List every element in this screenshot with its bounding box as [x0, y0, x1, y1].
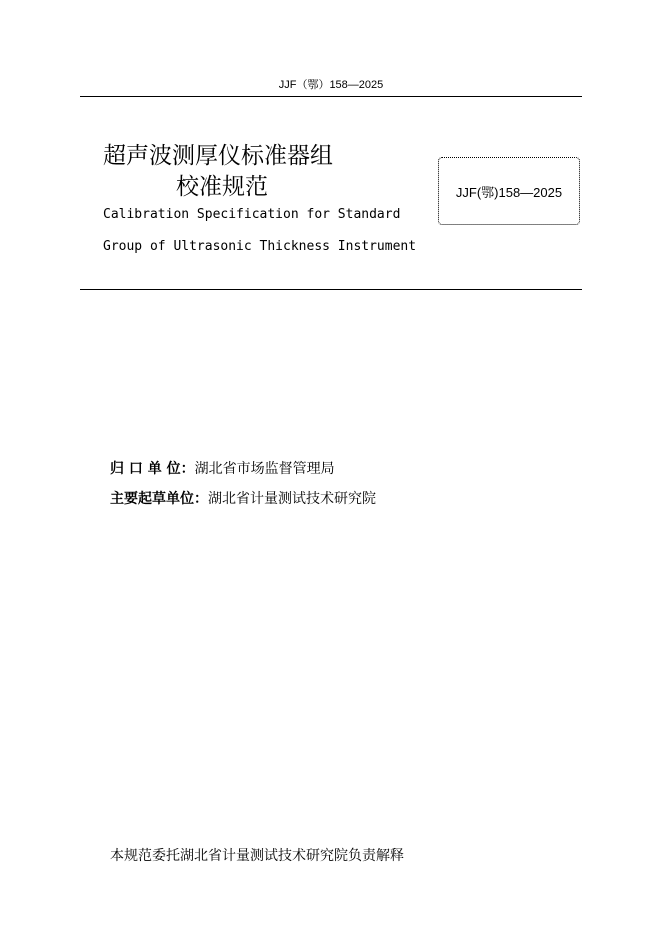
responsible-unit-row — [110, 458, 335, 478]
title-english-line-1: Calibration Specification for Standard — [103, 207, 401, 222]
interpretation-note: 本规范委托湖北省计量测试技术研究院负责解释 — [110, 848, 404, 864]
drafting-unit-value: 湖北省计量测试技术研究院 — [208, 491, 376, 507]
title-english-line-2: Group of Ultrasonic Thickness Instrument — [103, 239, 417, 254]
header-document-code: JJF（鄂）158—2025 — [278, 79, 384, 91]
drafting-unit-row — [110, 488, 376, 508]
responsible-unit-label: 归 口 单 位： — [110, 461, 195, 477]
title-chinese-line-1: 超声波测厚仪标准器组 — [103, 143, 333, 169]
title-chinese-line-2: 校准规范 — [176, 174, 268, 200]
title-divider — [80, 289, 582, 290]
header-divider — [80, 96, 582, 97]
drafting-unit-label: 主要起草单位： — [110, 491, 208, 507]
document-code-box-text: JJF(鄂)158—2025 — [455, 184, 563, 200]
document-code-box — [438, 157, 580, 225]
responsible-unit-value: 湖北省市场监督管理局 — [194, 461, 335, 477]
